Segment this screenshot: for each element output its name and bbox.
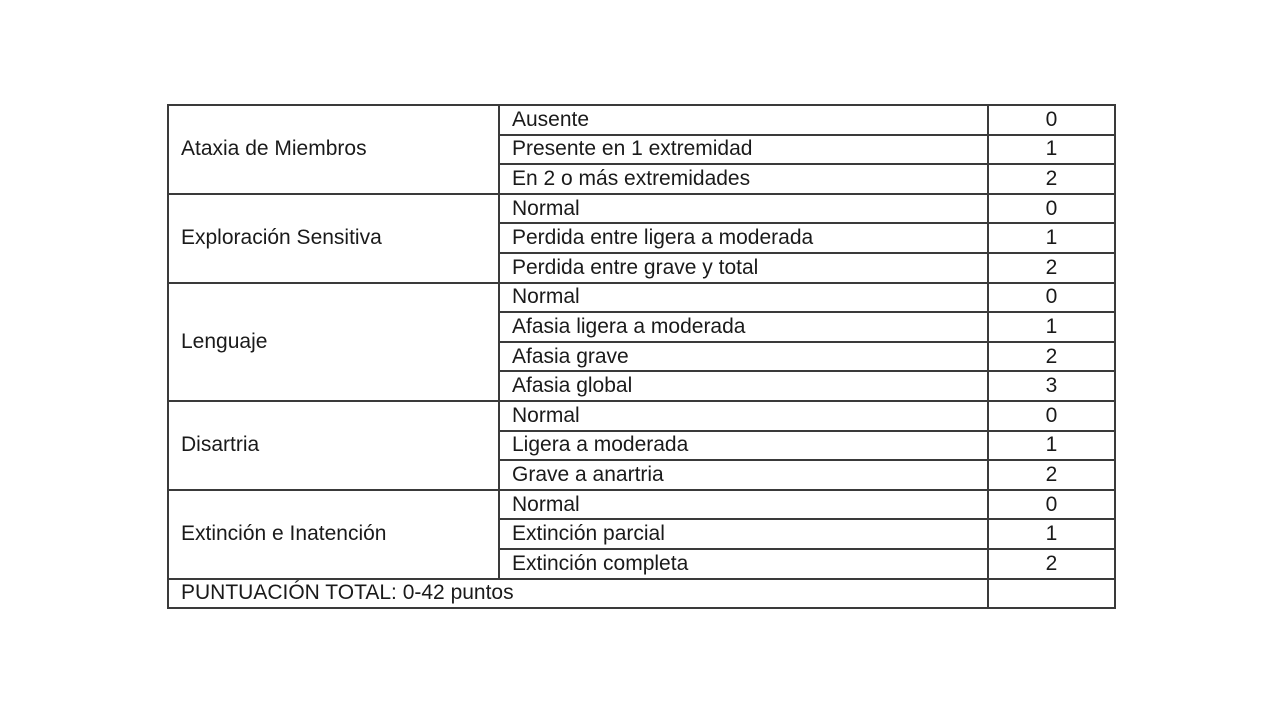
table-row: [168, 490, 1115, 520]
table-row: [168, 105, 1115, 135]
item-score-cell: 1: [988, 519, 1115, 549]
item-score-cell: 0: [988, 283, 1115, 313]
total-label: PUNTUACIÓN TOTAL: 0-42 puntos: [168, 579, 988, 609]
item-score-cell: 2: [988, 164, 1115, 194]
item-score-cell: 1: [988, 223, 1115, 253]
scale-table: [167, 104, 1116, 609]
scale-table-body: [168, 105, 1115, 608]
item-label-cell: Presente en 1 extremidad: [499, 135, 988, 165]
total-score: [988, 579, 1115, 609]
item-score-cell: 0: [988, 401, 1115, 431]
item-label-cell: Ligera a moderada: [499, 431, 988, 461]
category-cell: Disartria: [168, 401, 499, 490]
item-label-cell: Afasia global: [499, 371, 988, 401]
item-score-cell: 0: [988, 105, 1115, 135]
total-row: [168, 579, 1115, 609]
item-label-cell: Ausente: [499, 105, 988, 135]
item-label-cell: Normal: [499, 401, 988, 431]
item-score-cell: 3: [988, 371, 1115, 401]
item-score-cell: 1: [988, 312, 1115, 342]
item-label-cell: Afasia ligera a moderada: [499, 312, 988, 342]
item-label-cell: Afasia grave: [499, 342, 988, 372]
category-cell: Lenguaje: [168, 283, 499, 401]
item-score-cell: 1: [988, 431, 1115, 461]
item-score-cell: 2: [988, 460, 1115, 490]
table-row: [168, 283, 1115, 313]
table-row: [168, 194, 1115, 224]
category-cell: Ataxia de Miembros: [168, 105, 499, 194]
item-label-cell: Extinción parcial: [499, 519, 988, 549]
item-label-cell: Normal: [499, 490, 988, 520]
item-score-cell: 2: [988, 253, 1115, 283]
item-label-cell: Perdida entre grave y total: [499, 253, 988, 283]
item-label-cell: Perdida entre ligera a moderada: [499, 223, 988, 253]
item-score-cell: 2: [988, 549, 1115, 579]
table-row: [168, 401, 1115, 431]
item-label-cell: Extinción completa: [499, 549, 988, 579]
category-cell: Extinción e Inatención: [168, 490, 499, 579]
category-cell: Exploración Sensitiva: [168, 194, 499, 283]
item-label-cell: Normal: [499, 283, 988, 313]
item-label-cell: Normal: [499, 194, 988, 224]
item-score-cell: 2: [988, 342, 1115, 372]
item-label-cell: Grave a anartria: [499, 460, 988, 490]
item-score-cell: 0: [988, 490, 1115, 520]
item-label-cell: En 2 o más extremidades: [499, 164, 988, 194]
item-score-cell: 1: [988, 135, 1115, 165]
item-score-cell: 0: [988, 194, 1115, 224]
